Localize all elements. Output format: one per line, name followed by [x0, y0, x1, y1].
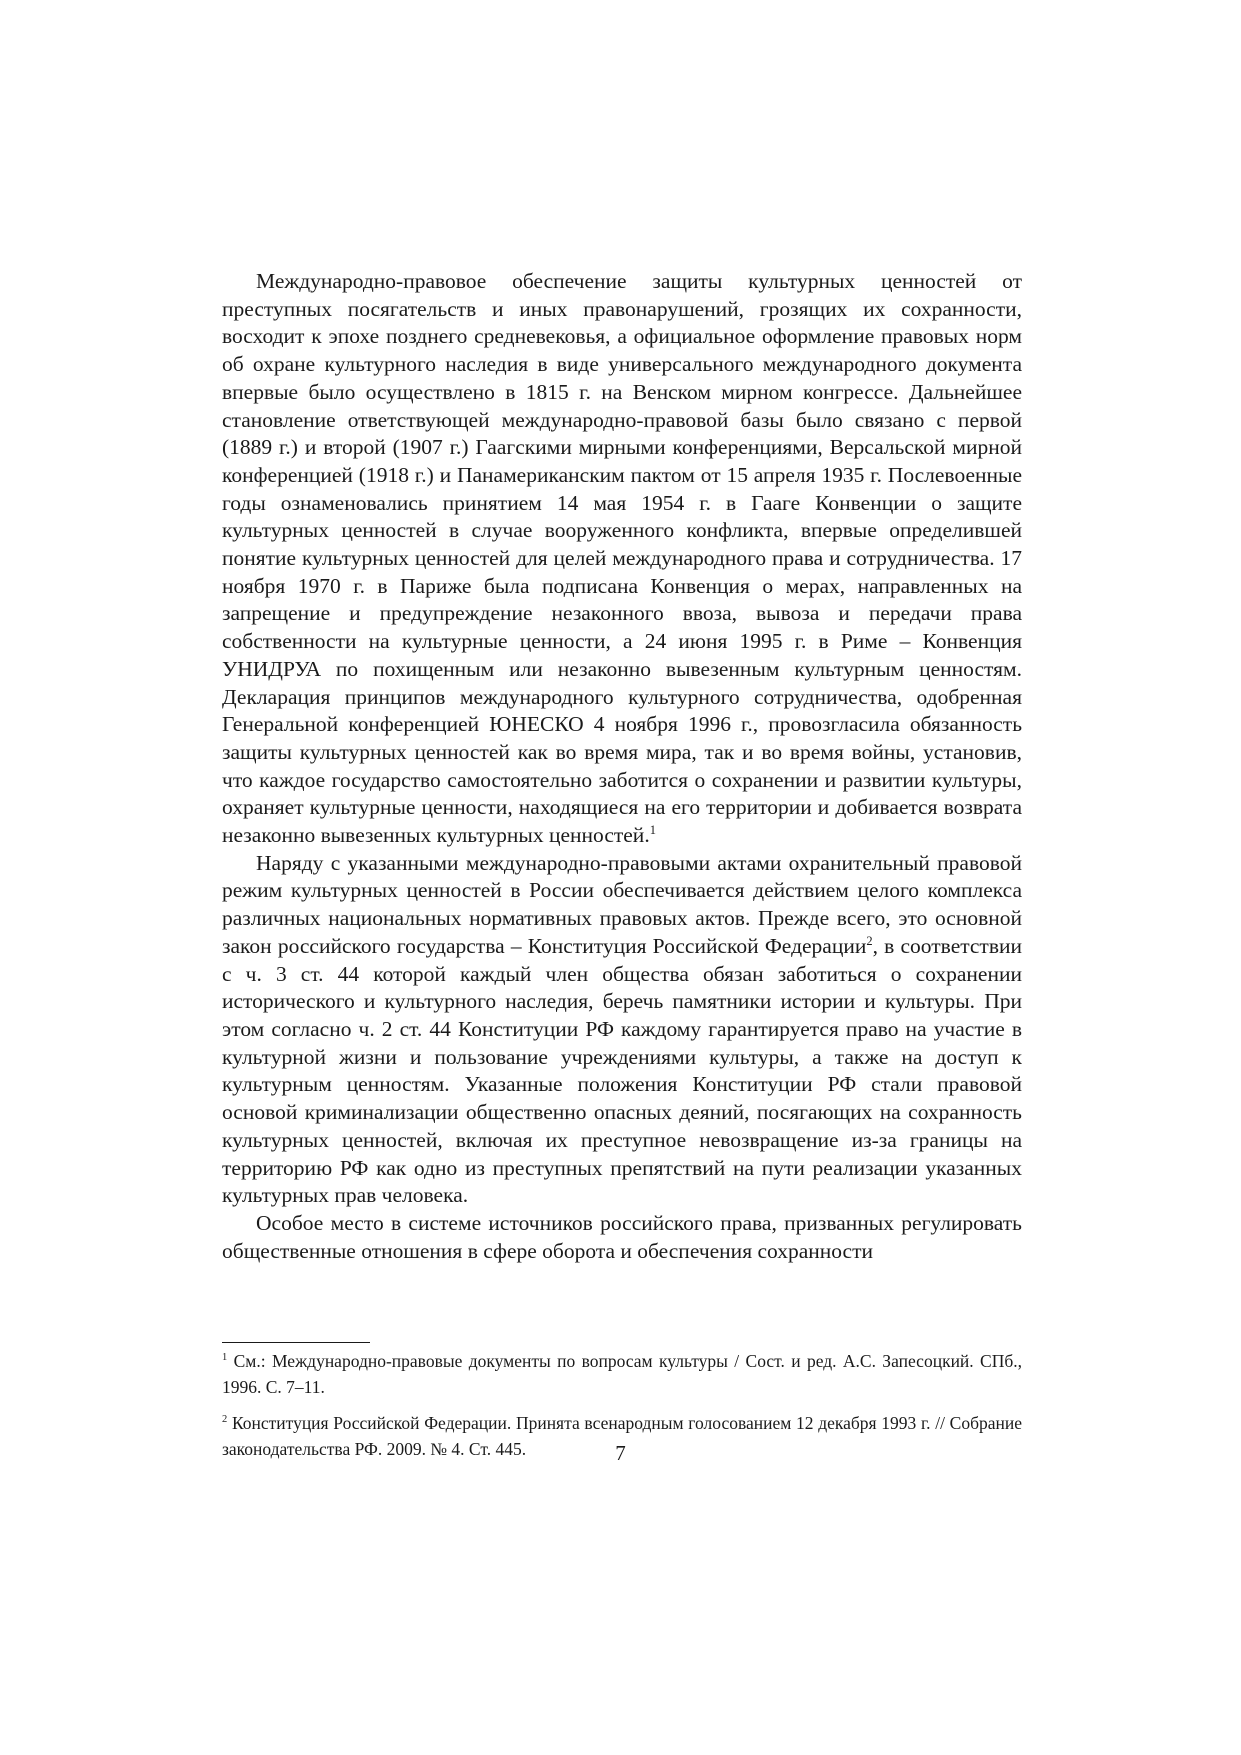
- paragraph-1-text: Международно-правовое обеспечение защиты культурных ценностей от преступных посягательств и иных правонарушений, грозящих их сохранности, восходит к эпохе позднего средневековья, а официальное оформление правовых норм об охране культурного наследия в виде универсального международного документа впервые было осуществлено в 1815 г. на Венском мирном конгрессе. Дальнейшее становление ответствующей международно-правовой базы было связано с первой (1889 г.) и второй (1907 г.) Гаагскими мирными конференциями, Версальской мирной конференцией (1918 г.) и Панамериканским пактом от 15 апреля 1935 г. Послевоенные годы ознаменовались принятием 14 мая 1954 г. в Гааге Конвенции о защите культурных ценностей в случае вооруженного конфликта, впервые определившей понятие культурных ценностей для целей международного права и сотрудничества. 17 ноября 1970 г. в Париже была подписана Конвенция о мерах, направленных на запрещение и предупреждение незаконного ввоза, вывоза и передачи права собственности на культурные ценности, а 24 июня 1995 г. в Риме – Конвенция УНИДРУА по похищенным или незаконно вывезенным культурным ценностям. Декларация принципов международного культурного сотрудничества, одобренная Генеральной конференцией ЮНЕСКО 4 ноября 1996 г., провозгласила обязанность защиты культурных ценностей как во время мира, так и во время войны, установив, что каждое государство самостоятельно заботится о сохранении и развитии культуры, охраняет культурные ценности, находящиеся на его территории и добивается возврата незаконно вывезенных культурных ценностей.: [222, 269, 1022, 848]
- paragraph-2-text-continued: , в соответствии с ч. 3 ст. 44 которой каждый член общества обязан заботиться о сохранении исторического и культурного наследия, беречь памятники истории и культуры. При этом согласно ч. 2 ст. 44 Конституции РФ каждому гарантируется право на участие в культурной жизни и пользование учреждениями культуры, а также на доступ к культурным ценностям. Указанные положения Конституции РФ стали правовой основой криминализации общественно опасных деяний, посягающих на сохранность культурных ценностей, включая их преступное невозвращение из-за границы на территорию РФ как одно из преступных препятствий на пути реализации указанных культурных прав человека.: [222, 933, 1022, 1208]
- footnote-ref-2[interactable]: 2: [866, 933, 873, 948]
- main-text: [222, 268, 1022, 1265]
- paragraph-1: [222, 268, 1022, 850]
- paragraph-2: [222, 850, 1022, 1210]
- footnote-ref-1[interactable]: 1: [649, 822, 656, 837]
- footnote-1-text: См.: Международно-правовые документы по вопросам культуры / Сост. и ред. А.С. Запесоцкий. СПб., 1996. С. 7–11.: [222, 1351, 1023, 1397]
- footnote-2-text: Конституция Российской Федерации. Принята всенародным голосованием 12 декабря 1993 г. // Собрание законодательства РФ. 2009. № 4. Ст. 445.: [222, 1413, 1023, 1459]
- paragraph-3: [222, 1210, 1022, 1265]
- paragraph-2-text: Наряду с указанными международно-правовыми актами охранительный правовой режим культурных ценностей в России обеспечивается действием целого комплекса различных национальных нормативных правовых актов. Прежде всего, это основной закон российского государства – Конституция Российской Федерации: [222, 850, 1022, 958]
- paragraph-3-text: Особое место в системе источников российского права, призванных регулировать общественные отношения в сфере оборота и обеспечения сохранности: [222, 1210, 1022, 1263]
- footnote-1: [222, 1348, 1022, 1400]
- footnote-2-mark: 2: [222, 1414, 228, 1426]
- footnote-1-mark: 1: [222, 1352, 228, 1364]
- page-number: 7: [615, 1441, 626, 1465]
- footnote-divider: [222, 1342, 370, 1343]
